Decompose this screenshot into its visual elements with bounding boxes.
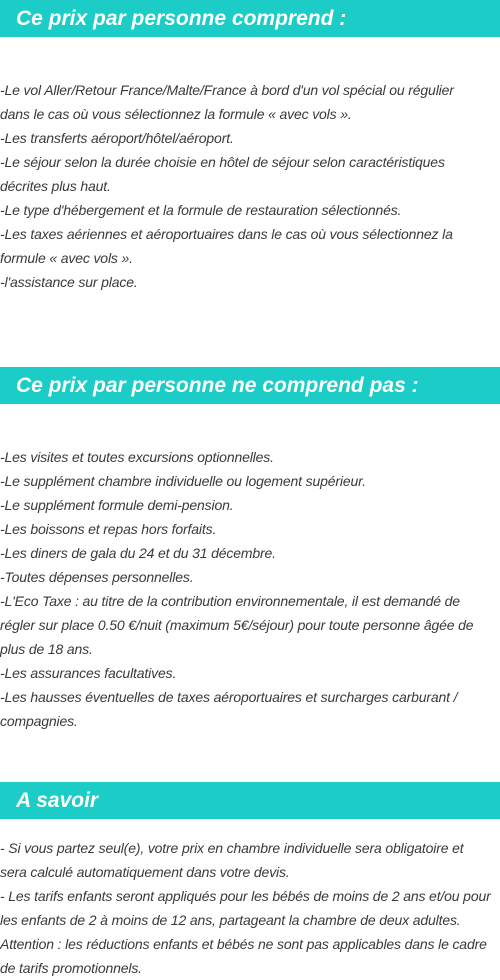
list-item: régler sur place 0.50 €/nuit (maximum 5€/séjour) pour toute personne âgée de	[0, 617, 474, 633]
list-item: -Les taxes aériennes et aéroportuaires dans le cas où vous sélectionnez la	[0, 226, 453, 242]
list-item: - Les tarifs enfants seront appliqués pour les bébés de moins de 2 ans et/ou pour	[0, 888, 491, 904]
list-item: -l'assistance sur place.	[0, 274, 138, 290]
section-heading-a-savoir: A savoir	[0, 782, 500, 819]
list-item: -Les assurances facultatives.	[0, 665, 177, 681]
list-item: -Le supplément formule demi-pension.	[0, 497, 234, 513]
list-item: -Toutes dépenses personnelles.	[0, 569, 194, 585]
list-item: sera calculé automatiquement dans votre devis.	[0, 864, 290, 880]
section-heading-included: Ce prix par personne comprend :	[0, 0, 500, 37]
a-savoir-list	[0, 836, 500, 980]
list-item: dans le cas où vous sélectionnez la formule « avec vols ».	[0, 106, 352, 122]
list-item: plus de 18 ans.	[0, 641, 93, 657]
list-item: -Le vol Aller/Retour France/Malte/France à bord d'un vol spécial ou régulier	[0, 82, 454, 98]
list-item: compagnies.	[0, 713, 78, 729]
list-item: - Si vous partez seul(e), votre prix en chambre individuelle sera obligatoire et	[0, 840, 464, 856]
not-included-list	[0, 445, 500, 733]
list-item: -Les transferts aéroport/hôtel/aéroport.	[0, 130, 234, 146]
list-item: -Le type d'hébergement et la formule de restauration sélectionnés.	[0, 202, 402, 218]
list-item: -Les diners de gala du 24 et du 31 décembre.	[0, 545, 276, 561]
list-item: -Les boissons et repas hors forfaits.	[0, 521, 217, 537]
list-item: -Le supplément chambre individuelle ou logement supérieur.	[0, 473, 366, 489]
list-item: les enfants de 2 à moins de 12 ans, partageant la chambre de deux adultes.	[0, 912, 461, 928]
list-item: de tarifs promotionnels.	[0, 960, 142, 976]
section-heading-not-included: Ce prix par personne ne comprend pas :	[0, 367, 500, 404]
list-item: formule « avec vols ».	[0, 250, 133, 266]
list-item: -Les visites et toutes excursions optionnelles.	[0, 449, 274, 465]
list-item: -Le séjour selon la durée choisie en hôtel de séjour selon caractéristiques	[0, 154, 445, 170]
list-item: -L'Eco Taxe : au titre de la contribution environnementale, il est demandé de	[0, 593, 460, 609]
list-item: Attention : les réductions enfants et bébés ne sont pas applicables dans le cadre	[0, 936, 487, 952]
list-item: -Les hausses éventuelles de taxes aéroportuaires et surcharges carburant /	[0, 689, 458, 705]
included-list	[0, 78, 500, 294]
list-item: décrites plus haut.	[0, 178, 111, 194]
